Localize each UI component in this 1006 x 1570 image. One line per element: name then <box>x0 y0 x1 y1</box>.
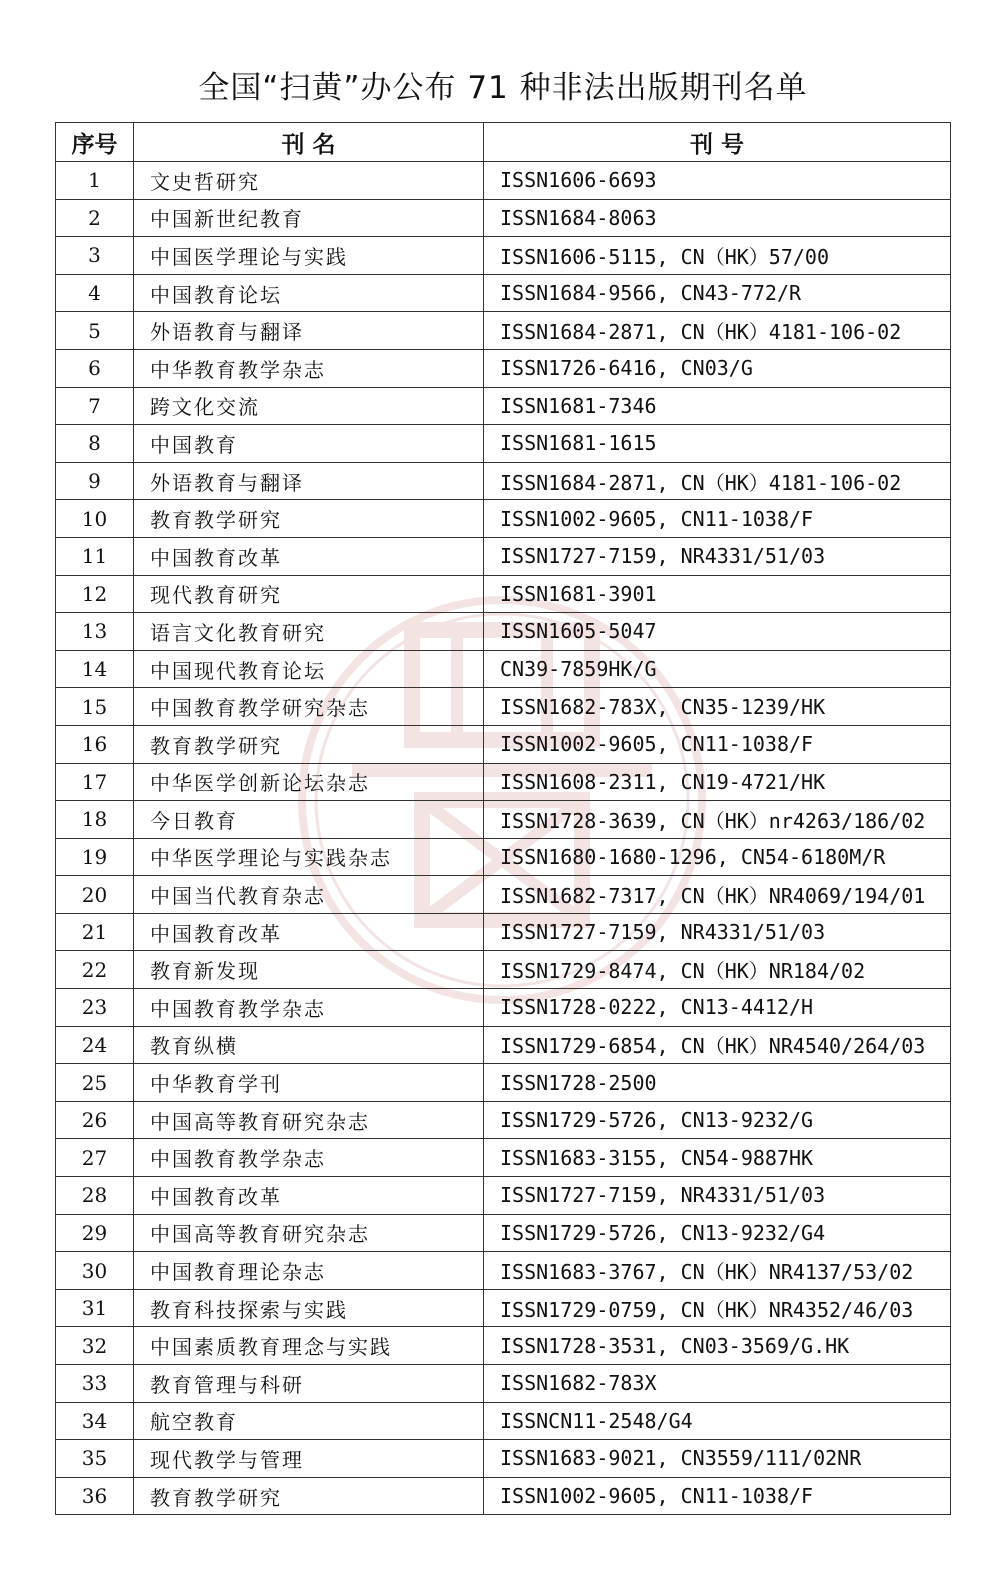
page-title: 全国“扫黄”办公布 71 种非法出版期刊名单 <box>198 70 808 106</box>
journal-code-cell: ISSN1728-3531, CN03-3569/G.HK <box>484 1327 951 1365</box>
serial-number-cell: 13 <box>56 613 134 651</box>
serial-number-cell: 30 <box>56 1252 134 1290</box>
journal-name-cell: 今日教育 <box>134 801 484 839</box>
table-row <box>56 162 951 200</box>
table-row <box>56 1064 951 1102</box>
journal-name-cell: 中华教育教学杂志 <box>134 349 484 387</box>
table-row <box>56 913 951 951</box>
journal-name-cell: 现代教育研究 <box>134 575 484 613</box>
journal-code-cell: ISSN1680-1680-1296, CN54-6180M/R <box>484 838 951 876</box>
serial-number-cell: 20 <box>56 876 134 914</box>
table-row <box>56 989 951 1027</box>
journal-code-cell: ISSN1726-6416, CN03/G <box>484 349 951 387</box>
table-row <box>56 312 951 350</box>
serial-number-cell: 9 <box>56 462 134 500</box>
journal-code-cell: ISSN1728-0222, CN13-4412/H <box>484 989 951 1027</box>
header-journal-code: 刊 号 <box>484 123 951 162</box>
table-header-row <box>56 123 951 162</box>
journal-name-cell: 教育教学研究 <box>134 725 484 763</box>
serial-number-cell: 1 <box>56 162 134 200</box>
journal-name-cell: 教育科技探索与实践 <box>134 1289 484 1327</box>
journal-code-cell: ISSN1727-7159, NR4331/51/03 <box>484 537 951 575</box>
journal-name-cell: 教育纵横 <box>134 1026 484 1064</box>
table-row <box>56 537 951 575</box>
journal-code-cell: ISSN1728-2500 <box>484 1064 951 1102</box>
journal-name-cell: 航空教育 <box>134 1402 484 1440</box>
journal-code-cell: ISSN1681-3901 <box>484 575 951 613</box>
journal-code-cell: ISSN1681-7346 <box>484 387 951 425</box>
table-row <box>56 274 951 312</box>
serial-number-cell: 10 <box>56 500 134 538</box>
serial-number-cell: 17 <box>56 763 134 801</box>
table-row <box>56 1026 951 1064</box>
table-row <box>56 237 951 275</box>
header-journal-name: 刊 名 <box>134 123 484 162</box>
journal-code-cell: ISSN1727-7159, NR4331/51/03 <box>484 1177 951 1215</box>
serial-number-cell: 19 <box>56 838 134 876</box>
journal-name-cell: 中国教育改革 <box>134 1177 484 1215</box>
journal-name-cell: 教育教学研究 <box>134 500 484 538</box>
journal-code-cell: ISSN1681-1615 <box>484 425 951 463</box>
table-row <box>56 725 951 763</box>
journal-name-cell: 中国高等教育研究杂志 <box>134 1214 484 1252</box>
journal-name-cell: 中国医学理论与实践 <box>134 237 484 275</box>
journal-code-cell: CN39-7859HK/G <box>484 650 951 688</box>
journal-name-cell: 文史哲研究 <box>134 162 484 200</box>
table-row <box>56 500 951 538</box>
journal-code-cell: ISSN1727-7159, NR4331/51/03 <box>484 913 951 951</box>
journal-code-cell: ISSN1002-9605, CN11-1038/F <box>484 1477 951 1515</box>
journal-code-cell: ISSN1684-9566, CN43-772/R <box>484 274 951 312</box>
journal-name-cell: 外语教育与翻译 <box>134 462 484 500</box>
table-row <box>56 462 951 500</box>
serial-number-cell: 33 <box>56 1365 134 1403</box>
table-row <box>56 349 951 387</box>
journal-name-cell: 中华医学创新论坛杂志 <box>134 763 484 801</box>
serial-number-cell: 29 <box>56 1214 134 1252</box>
serial-number-cell: 34 <box>56 1402 134 1440</box>
journal-name-cell: 教育教学研究 <box>134 1477 484 1515</box>
table-row <box>56 1214 951 1252</box>
serial-number-cell: 4 <box>56 274 134 312</box>
journal-code-cell: ISSN1728-3639, CN（HK）nr4263/186/02 <box>484 801 951 839</box>
serial-number-cell: 8 <box>56 425 134 463</box>
serial-number-cell: 3 <box>56 237 134 275</box>
journal-table <box>55 122 951 1515</box>
serial-number-cell: 24 <box>56 1026 134 1064</box>
journal-code-cell: ISSN1683-9021, CN3559/111/02NR <box>484 1440 951 1478</box>
journal-code-cell: ISSN1729-6854, CN（HK）NR4540/264/03 <box>484 1026 951 1064</box>
journal-code-cell: ISSN1606-6693 <box>484 162 951 200</box>
journal-code-cell: ISSN1606-5115, CN（HK）57/00 <box>484 237 951 275</box>
table-row <box>56 876 951 914</box>
serial-number-cell: 36 <box>56 1477 134 1515</box>
journal-code-cell: ISSN1729-8474, CN（HK）NR184/02 <box>484 951 951 989</box>
journal-code-cell: ISSN1002-9605, CN11-1038/F <box>484 725 951 763</box>
journal-code-cell: ISSN1608-2311, CN19-4721/HK <box>484 763 951 801</box>
table-row <box>56 387 951 425</box>
journal-code-cell: ISSN1683-3767, CN（HK）NR4137/53/02 <box>484 1252 951 1290</box>
serial-number-cell: 31 <box>56 1289 134 1327</box>
serial-number-cell: 2 <box>56 199 134 237</box>
table-row <box>56 425 951 463</box>
table-row <box>56 1327 951 1365</box>
table-row <box>56 1177 951 1215</box>
journal-name-cell: 中国教育教学杂志 <box>134 989 484 1027</box>
table-row <box>56 1252 951 1290</box>
serial-number-cell: 14 <box>56 650 134 688</box>
serial-number-cell: 16 <box>56 725 134 763</box>
table-row <box>56 1101 951 1139</box>
serial-number-cell: 22 <box>56 951 134 989</box>
journal-name-cell: 中国素质教育理念与实践 <box>134 1327 484 1365</box>
journal-name-cell: 中国现代教育论坛 <box>134 650 484 688</box>
table-row <box>56 650 951 688</box>
serial-number-cell: 6 <box>56 349 134 387</box>
journal-name-cell: 中国教育论坛 <box>134 274 484 312</box>
journal-name-cell: 语言文化教育研究 <box>134 613 484 651</box>
journal-name-cell: 中国教育改革 <box>134 913 484 951</box>
table-row <box>56 199 951 237</box>
journal-name-cell: 中华医学理论与实践杂志 <box>134 838 484 876</box>
table-row <box>56 1365 951 1403</box>
serial-number-cell: 12 <box>56 575 134 613</box>
journal-name-cell: 中国教育教学研究杂志 <box>134 688 484 726</box>
table-row <box>56 1289 951 1327</box>
table-row <box>56 1402 951 1440</box>
journal-name-cell: 中国教育 <box>134 425 484 463</box>
table-body <box>56 162 951 1515</box>
journal-code-cell: ISSN1002-9605, CN11-1038/F <box>484 500 951 538</box>
journal-name-cell: 现代教学与管理 <box>134 1440 484 1478</box>
table-row <box>56 1440 951 1478</box>
journal-name-cell: 中国教育改革 <box>134 537 484 575</box>
journal-code-cell: ISSN1729-5726, CN13-9232/G4 <box>484 1214 951 1252</box>
serial-number-cell: 27 <box>56 1139 134 1177</box>
table-row <box>56 575 951 613</box>
table-row <box>56 838 951 876</box>
journal-code-cell: ISSN1729-5726, CN13-9232/G <box>484 1101 951 1139</box>
journal-name-cell: 教育新发现 <box>134 951 484 989</box>
journal-code-cell: ISSN1605-5047 <box>484 613 951 651</box>
serial-number-cell: 23 <box>56 989 134 1027</box>
journal-name-cell: 中国新世纪教育 <box>134 199 484 237</box>
serial-number-cell: 25 <box>56 1064 134 1102</box>
journal-code-cell: ISSN1684-2871, CN（HK）4181-106-02 <box>484 312 951 350</box>
journal-table-container <box>55 122 950 1515</box>
serial-number-cell: 7 <box>56 387 134 425</box>
serial-number-cell: 5 <box>56 312 134 350</box>
header-serial-number: 序号 <box>56 123 134 162</box>
journal-code-cell: ISSNCN11-2548/G4 <box>484 1402 951 1440</box>
serial-number-cell: 28 <box>56 1177 134 1215</box>
journal-code-cell: ISSN1684-2871, CN（HK）4181-106-02 <box>484 462 951 500</box>
journal-name-cell: 中国教育理论杂志 <box>134 1252 484 1290</box>
journal-code-cell: ISSN1684-8063 <box>484 199 951 237</box>
serial-number-cell: 21 <box>56 913 134 951</box>
journal-code-cell: ISSN1682-783X <box>484 1365 951 1403</box>
journal-name-cell: 中华教育学刊 <box>134 1064 484 1102</box>
journal-code-cell: ISSN1682-783X, CN35-1239/HK <box>484 688 951 726</box>
table-row <box>56 951 951 989</box>
journal-name-cell: 中国高等教育研究杂志 <box>134 1101 484 1139</box>
journal-name-cell: 教育管理与科研 <box>134 1365 484 1403</box>
serial-number-cell: 11 <box>56 537 134 575</box>
journal-code-cell: ISSN1729-0759, CN（HK）NR4352/46/03 <box>484 1289 951 1327</box>
journal-code-cell: ISSN1683-3155, CN54-9887HK <box>484 1139 951 1177</box>
serial-number-cell: 32 <box>56 1327 134 1365</box>
table-row <box>56 763 951 801</box>
table-row <box>56 1477 951 1515</box>
serial-number-cell: 15 <box>56 688 134 726</box>
table-row <box>56 801 951 839</box>
journal-name-cell: 跨文化交流 <box>134 387 484 425</box>
journal-name-cell: 中国当代教育杂志 <box>134 876 484 914</box>
table-row <box>56 1139 951 1177</box>
journal-name-cell: 中国教育教学杂志 <box>134 1139 484 1177</box>
serial-number-cell: 18 <box>56 801 134 839</box>
table-row <box>56 688 951 726</box>
table-row <box>56 613 951 651</box>
journal-name-cell: 外语教育与翻译 <box>134 312 484 350</box>
serial-number-cell: 26 <box>56 1101 134 1139</box>
serial-number-cell: 35 <box>56 1440 134 1478</box>
journal-code-cell: ISSN1682-7317, CN（HK）NR4069/194/01 <box>484 876 951 914</box>
